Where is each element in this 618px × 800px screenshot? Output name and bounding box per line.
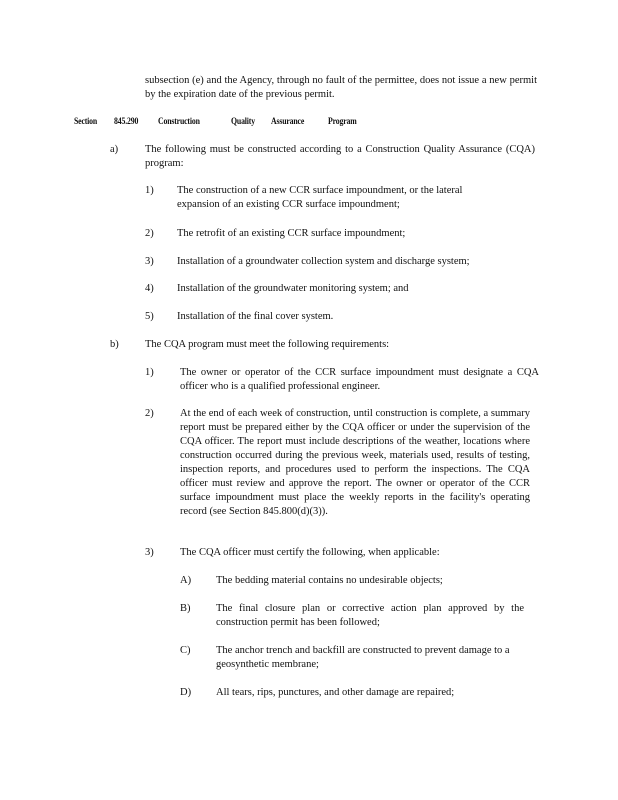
- section-title-word: Construction: [158, 117, 200, 127]
- subsection-a-label: a): [110, 144, 119, 155]
- list-item-text: The construction of a new CCR surface impoundment, or the lateral expansion of an existing CCR surface impoundment;: [177, 185, 463, 210]
- subsection-a-text: The following must be constructed according to a Construction Quality Assurance (CQA) program:: [145, 144, 535, 169]
- subsection-b-label: b): [110, 339, 119, 350]
- list-item-text: The retrofit of an existing CCR surface impoundment;: [177, 228, 406, 239]
- sublist-item-text: The final closure plan or corrective action plan approved by the construction permit has been followed;: [216, 603, 524, 628]
- sublist-item-text: The bedding material contains no undesirable objects;: [216, 575, 443, 586]
- list-item-text: The owner or operator of the CCR surface impoundment must designate a CQA officer who is a qualified professional engineer.: [180, 367, 539, 392]
- sublist-item-text: The anchor trench and backfill are constructed to prevent damage to a geosynthetic membrane;: [216, 645, 510, 670]
- list-item-label: 2): [145, 408, 154, 419]
- subsection-b-text: The CQA program must meet the following requirements:: [145, 339, 390, 350]
- list-item-text: Installation of the groundwater monitoring system; and: [177, 283, 409, 294]
- section-word: Section: [74, 117, 98, 127]
- sublist-item-label: B): [180, 603, 191, 614]
- section-title-word: Quality: [231, 117, 255, 127]
- list-item-label: 3): [145, 547, 154, 558]
- list-item-text: At the end of each week of construction, until construction is complete, a summary report must be prepared either by the CQA officer or under the supervision of the CQA officer. The report must include descriptions of the weather, locations where construction occurred during the previous week, materials used, results of testing, inspection reports, and procedures used to perform the inspections. The CQA officer must review and approve the report. The owner or operator of the CCR surface impoundment must place the weekly reports in the facility's operating record (see Section 845.800(d)(3)).: [180, 408, 530, 517]
- list-item-label: 5): [145, 311, 154, 322]
- list-item-label: 3): [145, 256, 154, 267]
- list-item-label: 1): [145, 367, 154, 378]
- sublist-item-text: All tears, rips, punctures, and other damage are repaired;: [216, 687, 455, 698]
- list-item-label: 1): [145, 185, 154, 196]
- list-item-text: Installation of a groundwater collection system and discharge system;: [177, 256, 470, 267]
- list-item-text: The CQA officer must certify the following, when applicable:: [180, 547, 440, 558]
- list-item-label: 2): [145, 228, 154, 239]
- section-number: 845.290: [114, 117, 139, 127]
- sublist-item-label: A): [180, 575, 192, 586]
- list-item-label: 4): [145, 283, 154, 294]
- sublist-item-label: C): [180, 645, 191, 656]
- intro-paragraph: subsection (e) and the Agency, through no fault of the permittee, does not issue a new permit by the expiration date of the previous permit.: [145, 75, 537, 100]
- section-title-word: Program: [328, 117, 357, 127]
- sublist-item-label: D): [180, 687, 192, 698]
- section-title-word: Assurance: [271, 117, 305, 127]
- list-item-text: Installation of the final cover system.: [177, 311, 334, 322]
